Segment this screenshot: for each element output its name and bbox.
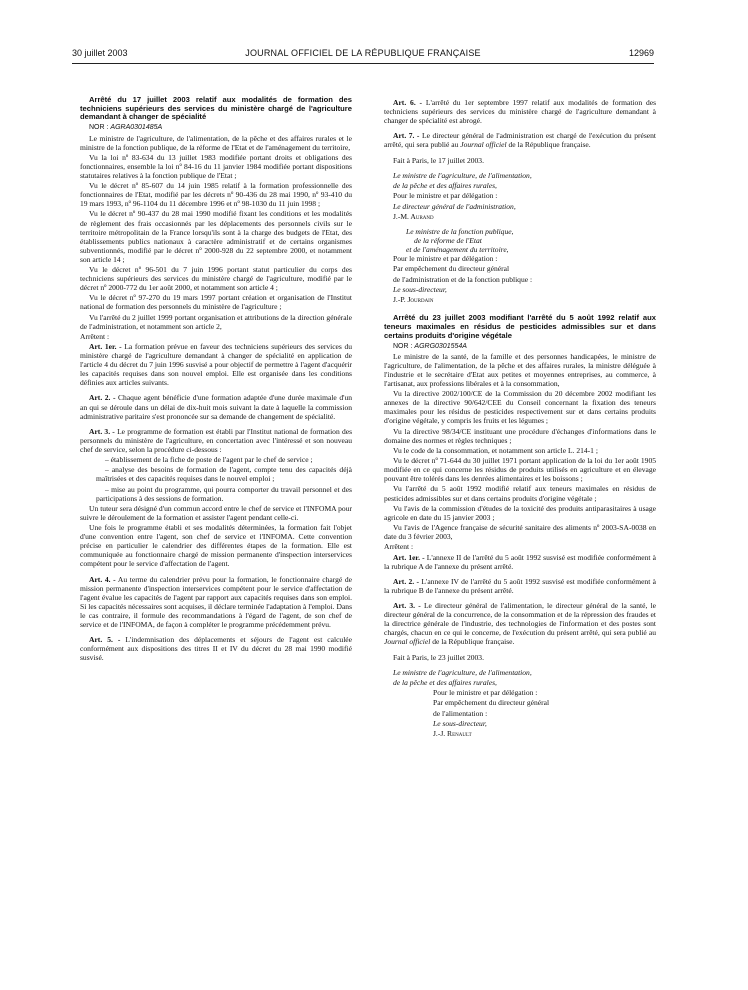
visa-paragraph: Vu la directive 2002/100/CE de la Commission du 20 décembre 2002 modifiant les annexes de la directive 90/642/CEE du Conseil concernant la fixation des teneurs maximales pour les résidus de pesticides respectivement sur et dans certains produits d'origine végétale, y compris les fruits et les légumes ; — [384, 389, 656, 426]
signature-line: Le ministre de la fonction publique, — [406, 227, 514, 237]
arretent-heading: Arrêtent : — [384, 542, 414, 552]
article-3: Art. 3. - Le directeur général de l'alimentation, le directeur général de la santé, le directeur général de la concurrence, de la consommation et de la répression des fraudes et la directrice générale de l'industrie, des technologies de l'information et des postes sont chargés, chacun en ce qui le concerne, de l'exécution du présent arrêté, qui sera publié au Journal officiel de la République française. — [384, 601, 656, 647]
article-5: Art. 5. - L'indemnisation des déplacements et séjours de l'agent est calculée conformément aux dispositions des titres II et IV du décret du 28 mai 1990 modifié susvisé. — [80, 635, 352, 663]
signature-line: Pour le ministre et par délégation : — [433, 688, 538, 698]
nor-reference: NOR : AGRG0301554A — [393, 342, 467, 350]
visa-paragraph: Vu l'avis de la commission d'études de la toxicité des produits antiparasitaires à usage agricole en date du 15 janvier 2003 ; — [384, 503, 656, 522]
header-date: 30 juillet 2003 — [72, 48, 128, 58]
visa-paragraph: Vu la loi nº 83-634 du 13 juillet 1983 modifiée portant droits et obligations des fonctionnaires, ensemble la loi nº 84-16 du 11 janvier 1984 modifiée portant dispositions statutaires relatives à la fonction publique de l'Etat ; — [80, 152, 352, 180]
article-2: Art. 2. - Chaque agent bénéficie d'une formation adaptée d'une durée maximale d'un an qui se déroule dans un délai de dix-huit mois suivant la date à laquelle la commission administrative paritaire s'est prononcée sur sa demande de changement de spécialité. — [80, 393, 352, 421]
visa-paragraph: Vu l'avis de l'Agence française de sécurité sanitaire des aliments nº 2003-SA-0038 en date du 3 février 2003, — [384, 523, 656, 542]
page-header — [72, 48, 654, 62]
signature-line: et de l'aménagement du territoire, — [406, 245, 509, 255]
left-column — [80, 96, 352, 663]
signature-line: Le ministre de l'agriculture, de l'alimentation, — [393, 170, 532, 180]
article-4: Art. 4. - Au terme du calendrier prévu pour la formation, le fonctionnaire chargé de mission permanente d'inspection interservices compétent pour le service d'affectation de l'agent évalue les capacités de l'agent par rapport aux capacités requises dans son emploi. Si les capacités nécessaires sont acquises, il déclare terminée l'adaptation à l'emploi. Dans le cas contraire, il formule des recommandations à l'égard de l'agent, de son chef de service et de l'INFOMA, de façon à compléter le programme précédemment prévu. — [80, 574, 352, 629]
signature-line: Pour le ministre et par délégation : — [393, 191, 498, 201]
visa-paragraph: Vu le décret nº 97-270 du 19 mars 1997 portant création et organisation de l'Institut national de formation des personnels du ministère de l'agriculture ; — [80, 293, 352, 312]
signing-place-date: Fait à Paris, le 23 juillet 2003. — [393, 652, 484, 662]
signatory-name: J.-J. Renault — [433, 729, 472, 739]
visa-paragraph: Vu le décret nº 96-501 du 7 juin 1996 portant statut particulier du corps des techniciens supérieurs des services du ministère chargé de l'agriculture, modifié par le décret nº 2000-772 du 1er août 2000, et notamment son article 4 ; — [80, 264, 352, 293]
signature-block — [384, 227, 656, 254]
visa-paragraph: Vu le code de la consommation, et notamment son article L. 214-1 ; — [393, 445, 598, 455]
header-rule — [72, 63, 654, 64]
signature-line: Par empêchement du directeur général — [393, 264, 510, 274]
nor-reference: NOR : AGRA0301485A — [89, 124, 163, 132]
signature-line: Pour le ministre et par délégation : — [393, 254, 498, 264]
signature-line: de l'alimentation : — [433, 708, 488, 718]
signature-block — [384, 171, 656, 221]
header-page-number: 12969 — [628, 48, 654, 58]
preamble-paragraph: Le ministre de l'agriculture, de l'alimentation, de la pêche et des affaires rurales et le ministre de la fonction publique, de la réforme de l'Etat et de l'aménagement du territoire, — [80, 133, 352, 152]
article-7: Art. 7. - Le directeur général de l'administration est chargé de l'exécution du présent arrêté, qui sera publié au Journal officiel de la République française. — [384, 131, 657, 150]
right-column — [384, 98, 656, 739]
signature-line: Le sous-directeur, — [393, 284, 447, 294]
signature-line: Le sous-directeur, — [433, 718, 487, 728]
article-1: Art. 1er. - L'annexe II de l'arrêté du 5 août 1992 susvisé est modifiée conformément à la rubrique A de l'annexe du présent arrêté. — [384, 552, 656, 571]
article-6: Art. 6. - L'arrêté du 1er septembre 1997 relatif aux modalités de formation des techniciens supérieurs des services du ministère chargé de l'agriculture demandant à changer de spécialité est abrogé. — [384, 98, 656, 126]
visa-paragraph: Vu le décret nº 85-607 du 14 juin 1985 relatif à la formation professionnelle des fonctionnaires de l'Etat, modifié par les décrets nº 90-436 du 28 mai 1990, nº 93-410 du 19 mars 1993, nº 96-1104 du 11 décembre 1996 et nº 98-1030 du 11 juin 1998 ; — [80, 181, 352, 209]
signature-line: Le directeur général de l'administration, — [393, 201, 516, 211]
visa-paragraph: Vu l'arrêté du 5 août 1992 modifié relatif aux teneurs maximales en résidus de pesticides admissibles sur et dans certains produits d'origine végétale ; — [384, 484, 656, 503]
visa-paragraph: Vu le décret nº 90-437 du 28 mai 1990 modifié fixant les conditions et les modalités de règlement des frais occasionnés par les déplacements des personnels civils sur le territoire métropolitain de la France lorsqu'ils sont à la charge des budgets de l'Etat, des établissements publics nationaux à caractère administratif et de certains organismes subventionnés, modifié par le décret nº 2000-928 du 22 septembre 2000, et notamment son article 14 ; — [80, 209, 352, 264]
visa-paragraph: Vu le décret nº 71-644 du 30 juillet 1971 portant application de la loi du 1er août 1905 modifiée en ce qui concerne les résidus de produits utilisés en agriculture et en élevage pouvant être tolérés dans les denrées alimentaires et les boissons ; — [384, 456, 656, 484]
article-2: Art. 2. - L'annexe IV de l'arrêté du 5 août 1992 susvisé est modifiée conformément à la rubrique B de l'annexe du présent arrêté. — [384, 576, 656, 595]
article-3-paragraph: Un tuteur sera désigné d'un commun accord entre le chef de service et l'INFOMA pour suivre le déroulement de la formation et assister l'agent pendant celle-ci. — [80, 503, 352, 522]
article-3: Art. 3. - Le programme de formation est établi par l'Institut national de formation des personnels du ministère de l'agriculture, en concertation avec l'intéressé et son nouveau chef de service, selon la procédure ci-dessous : — [80, 426, 353, 454]
header-journal-title: JOURNAL OFFICIEL DE LA RÉPUBLIQUE FRANÇAISE — [245, 48, 481, 58]
signature-line: Le ministre de l'agriculture, de l'alimentation, — [393, 667, 532, 677]
signature-line: Par empêchement du directeur général — [433, 698, 550, 708]
article-3-paragraph: Une fois le programme établi et ses modalités déterminées, la formation fait l'objet d'une convention entre l'agent, son chef de service et l'INFOMA. Cette convention précise en particulier le calendrier des différentes étapes de la formation. Elle est communiquée au fonctionnaire chargé de mission permanente d'inspection interservices compétent pour le service d'affectation de l'agent. — [80, 523, 352, 569]
visa-paragraph: Vu l'arrêté du 2 juillet 1999 portant organisation et attributions de la direction générale de l'administration, et notamment son article 2, — [80, 312, 352, 331]
signature-line: de l'administration et de la fonction publique : — [393, 274, 533, 284]
list-item: – établissement de la fiche de poste de l'agent par le chef de service ; — [105, 455, 313, 465]
signature-line: de la réforme de l'Etat — [414, 236, 482, 246]
decree-title: Arrêté du 23 juillet 2003 modifiant l'arrêté du 5 août 1992 relatif aux teneurs maximales en résidus de pesticides admissibles sur et dans certains produits d'origine végétale — [384, 313, 656, 340]
decree-title: Arrêté du 17 juillet 2003 relatif aux modalités de formation des techniciens supérieurs des services du ministère chargé de l'agriculture demandant à changer de spécialité — [80, 95, 352, 122]
signatory-name: J.-M. Aurand — [393, 211, 434, 221]
preamble-paragraph: Le ministre de la santé, de la famille et des personnes handicapées, le ministre de l'agriculture, de l'alimentation, de la pêche et des affaires rurales, la ministre déléguée à l'industrie et le secrétaire d'Etat aux petites et moyennes entreprises, au commerce, à l'artisanat, aux professions libérales et à la consommation, — [384, 351, 656, 388]
signature-line: de la pêche et des affaires rurales, — [393, 677, 497, 687]
list-item: – mise au point du programme, qui pourra comporter du travail personnel et des participations à des sessions de formation. — [96, 484, 352, 503]
article-1: Art. 1er. - La formation prévue en faveur des techniciens supérieurs des services du ministère chargé de l'agriculture demandant à changer de spécialité en application de l'article 4 du décret du 7 juin 1996 susvisé a pour objectif de permettre à l'agent d'acquérir les capacités requises dans son nouvel emploi. Elle est organisée dans les conditions définies aux articles suivants. — [80, 342, 353, 388]
arretent-heading: Arrêtent : — [80, 331, 110, 341]
signing-place-date: Fait à Paris, le 17 juillet 2003. — [393, 155, 484, 165]
visa-paragraph: Vu la directive 98/34/CE instituant une procédure d'échanges d'informations dans le domaine des normes et règles techniques ; — [384, 426, 656, 445]
list-item: – analyse des besoins de formation de l'agent, compte tenu des capacités déjà maîtrisées et des capacités requises dans le nouvel emploi ; — [96, 465, 352, 484]
signatory-name: J.-P. Jourdain — [393, 295, 434, 305]
signature-line: de la pêche et des affaires rurales, — [393, 181, 497, 191]
